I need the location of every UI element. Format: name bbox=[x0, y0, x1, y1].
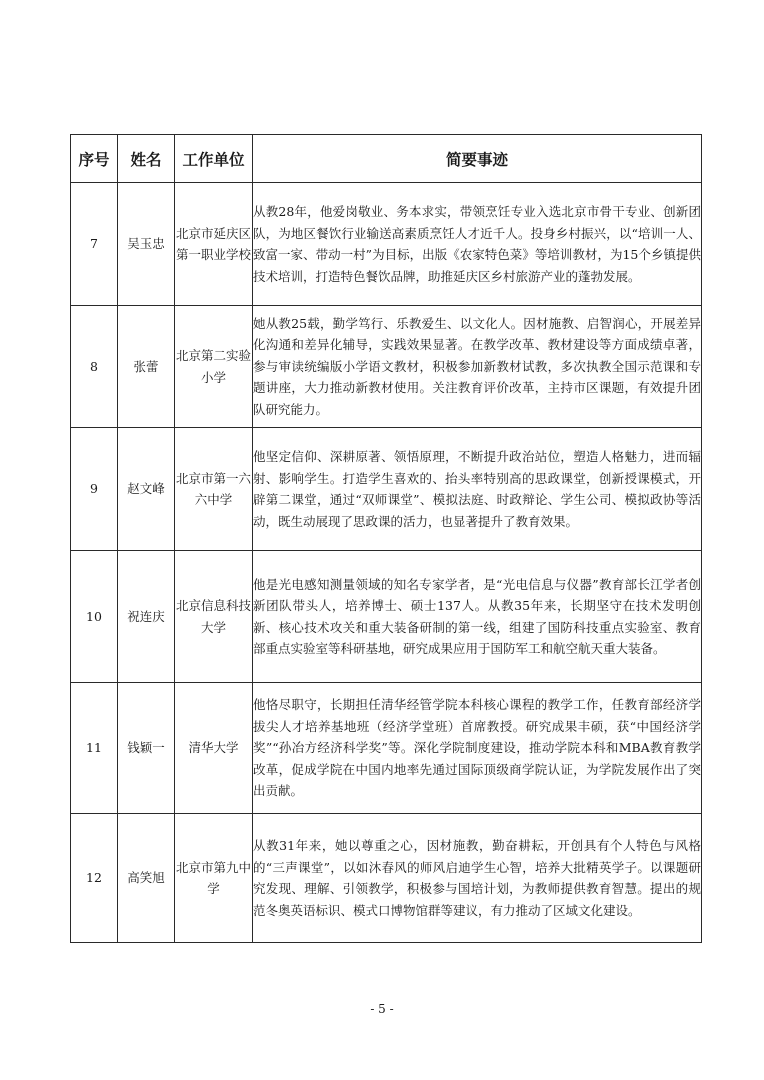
row-num: 8 bbox=[71, 306, 118, 428]
row-deeds: 她从教25载，勤学笃行、乐教爱生、以文化人。因材施教、启智润心，开展差异化沟通和差异化辅导，实践效果显著。在教学改革、教材建设等方面成绩卓著，参与审读统编版小学语文教材，积极参加新教材试教，多次执教全国示范课和专题讲座，大力推动新教材使用。关注教育评价改革，主持市区课题，有效提升团队研究能力。 bbox=[253, 306, 702, 428]
row-name: 吴玉忠 bbox=[118, 183, 175, 306]
row-name: 祝连庆 bbox=[118, 551, 175, 683]
table-row bbox=[71, 814, 702, 943]
row-num: 12 bbox=[71, 814, 118, 943]
row-name: 钱颖一 bbox=[118, 683, 175, 814]
header-deeds: 简要事迹 bbox=[253, 135, 702, 183]
row-unit: 北京市第一六六中学 bbox=[175, 428, 253, 551]
header-unit: 工作单位 bbox=[175, 135, 253, 183]
row-unit: 北京信息科技大学 bbox=[175, 551, 253, 683]
page-number: - 5 - bbox=[370, 1002, 394, 1016]
row-unit: 北京市延庆区第一职业学校 bbox=[175, 183, 253, 306]
row-num: 9 bbox=[71, 428, 118, 551]
header-name: 姓名 bbox=[118, 135, 175, 183]
row-deeds: 从教31年来，她以尊重之心，因材施教，勤奋耕耘，开创具有个人特色与风格的“三声课堂”，以如沐春风的师风启迪学生心智，培养大批精英学子。以课题研究发现、理解、引领教学，积极参与国培计划，为教师提供教育智慧。提出的规范冬奥英语标识、模式口博物馆群等建议，有力推动了区域文化建设。 bbox=[253, 814, 702, 943]
row-name: 张蕾 bbox=[118, 306, 175, 428]
table-row bbox=[71, 551, 702, 683]
row-deeds: 他坚定信仰、深耕原著、领悟原理，不断提升政治站位，塑造人格魅力，进而辐射、影响学生。打造学生喜欢的、抬头率特别高的思政课堂，创新授课模式，开辟第二课堂，通过“双师课堂”、模拟法庭、时政辩论、学生公司、模拟政协等活动，既生动展现了思政课的活力，也显著提升了教育效果。 bbox=[253, 428, 702, 551]
header-num: 序号 bbox=[71, 135, 118, 183]
row-num: 7 bbox=[71, 183, 118, 306]
row-name: 赵文峰 bbox=[118, 428, 175, 551]
honoree-table bbox=[70, 134, 702, 943]
row-unit: 北京市第九中学 bbox=[175, 814, 253, 943]
row-unit: 清华大学 bbox=[175, 683, 253, 814]
row-deeds: 从教28年，他爱岗敬业、务本求实，带领烹饪专业入选北京市骨干专业、创新团队，为地区餐饮行业输送高素质烹饪人才近千人。投身乡村振兴，以“培训一人、致富一家、带动一村”为目标，出版《农家特色菜》等培训教材，为15个乡镇提供技术培训，打造特色餐饮品牌，助推延庆区乡村旅游产业的蓬勃发展。 bbox=[253, 183, 702, 306]
table-row bbox=[71, 306, 702, 428]
row-deeds: 他是光电感知测量领域的知名专家学者，是“光电信息与仪器”教育部长江学者创新团队带头人，培养博士、硕士137人。从教35年来，长期坚守在技术发明创新、核心技术攻关和重大装备研制的第一线，组建了国防科技重点实验室、教育部重点实验室等科研基地，研究成果应用于国防军工和航空航天重大装备。 bbox=[253, 551, 702, 683]
table-row bbox=[71, 183, 702, 306]
row-num: 11 bbox=[71, 683, 118, 814]
table-header-row bbox=[71, 135, 702, 183]
table-row bbox=[71, 428, 702, 551]
row-unit: 北京第二实验小学 bbox=[175, 306, 253, 428]
row-deeds: 他恪尽职守，长期担任清华经管学院本科核心课程的教学工作，任教育部经济学拔尖人才培养基地班（经济学堂班）首席教授。研究成果丰硕，获“中国经济学奖”“孙冶方经济科学奖”等。深化学院制度建设，推动学院本科和MBA教育教学改革，促成学院在中国内地率先通过国际顶级商学院认证，为学院发展作出了突出贡献。 bbox=[253, 683, 702, 814]
table-row bbox=[71, 683, 702, 814]
row-name: 高笑旭 bbox=[118, 814, 175, 943]
row-num: 10 bbox=[71, 551, 118, 683]
